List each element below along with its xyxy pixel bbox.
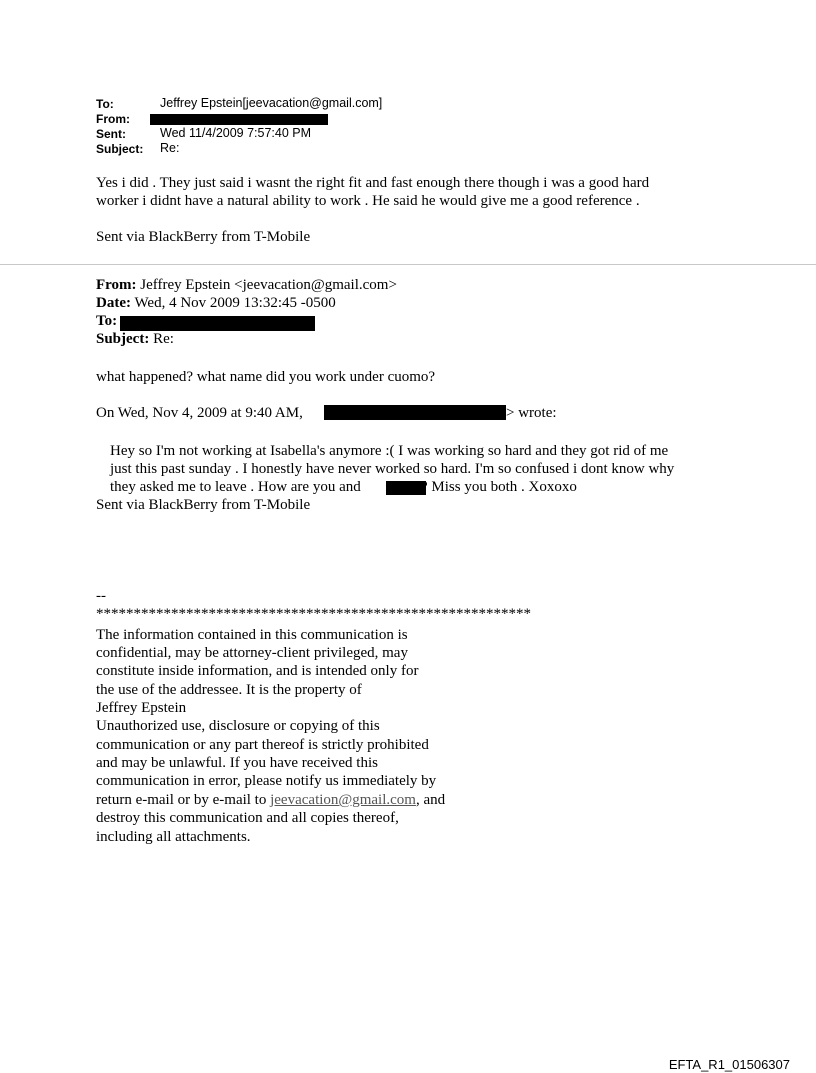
disclaimer-return-suffix: , and (415, 792, 446, 808)
message-signature: Sent via BlackBerry from T-Mobile (96, 229, 311, 245)
disclaimer-line: The information contained in this communication is (96, 627, 408, 643)
inner-message-line: ? Miss you both . Xoxoxo (421, 479, 577, 495)
disclaimer-line: including all attachments. (96, 829, 251, 845)
disclaimer-line: constitute inside information, and is intended only for (96, 663, 419, 679)
quoted-to-line (96, 312, 117, 330)
email-link[interactable]: jeevacation@gmail.com (270, 792, 416, 808)
disclaimer-line: and may be unlawful. If you have received this (96, 755, 378, 771)
inner-message-line: just this past sunday . I honestly have never worked so hard. I'm so confused i dont know why (110, 461, 675, 477)
quoted-date-value: Wed, 4 Nov 2009 13:32:45 -0500 (130, 295, 336, 311)
disclaimer-return-prefix: return e-mail or by e-mail to (96, 792, 271, 808)
disclaimer-line: destroy this communication and all copies thereof, (96, 810, 399, 826)
subject-label: Subject: (96, 142, 144, 156)
message-line: worker i didnt have a natural ability to work . He said he would give me a good reference . (96, 193, 640, 209)
redaction-bar (386, 481, 426, 495)
document-id: EFTA_R1_01506307 (668, 1057, 790, 1072)
disclaimer-line: the use of the addressee. It is the property of (96, 682, 362, 698)
quoted-from-line (96, 276, 397, 294)
disclaimer-line: communication in error, please notify us immediately by (96, 773, 437, 789)
quoted-date-line (96, 294, 336, 312)
from-label: From: (96, 112, 130, 126)
disclaimer-line: Unauthorized use, disclosure or copying of this (96, 718, 380, 734)
quoted-subject-label: Subject: (96, 331, 150, 347)
disclaimer-line: Jeffrey Epstein (96, 700, 187, 716)
quoted-subject-line (96, 330, 174, 348)
disclaimer-stars: ********************************************************** (96, 606, 531, 622)
disclaimer-line: communication or any part thereof is strictly prohibited (96, 737, 429, 753)
redaction-bar (120, 316, 315, 331)
disclaimer-return-line (96, 791, 445, 809)
redaction-bar (324, 405, 506, 420)
quoted-date-label: Date: (96, 295, 131, 311)
sent-value: Wed 11/4/2009 7:57:40 PM (160, 126, 312, 140)
inner-message-line: they asked me to leave . How are you and (110, 479, 361, 495)
sent-label: Sent: (96, 127, 126, 141)
message-line: Yes i did . They just said i wasnt the right fit and fast enough there though i was a good hard (96, 175, 650, 191)
message-divider (0, 264, 816, 265)
disclaimer-dashes: -- (96, 588, 106, 604)
quoted-from-label: From: (96, 277, 137, 293)
quoted-subject-value: Re: (149, 331, 174, 347)
disclaimer-line: confidential, may be attorney-client privileged, may (96, 645, 408, 661)
quoted-message-text: what happened? what name did you work under cuomo? (96, 369, 436, 385)
subject-value: Re: (160, 141, 180, 155)
to-label: To: (96, 97, 114, 111)
inner-message-line: Hey so I'm not working at Isabella's anymore :( I was working so hard and they got rid of me (110, 443, 669, 459)
quoted-from-value: Jeffrey Epstein <jeevacation@gmail.com> (136, 277, 397, 293)
on-wrote-prefix: On Wed, Nov 4, 2009 at 9:40 AM, (96, 405, 303, 421)
to-value: Jeffrey Epstein[jeevacation@gmail.com] (160, 96, 383, 110)
redaction-bar (150, 114, 328, 125)
on-wrote-suffix: > wrote: (506, 405, 557, 421)
inner-message-signature: Sent via BlackBerry from T-Mobile (96, 497, 311, 513)
quoted-to-label: To: (96, 313, 118, 329)
